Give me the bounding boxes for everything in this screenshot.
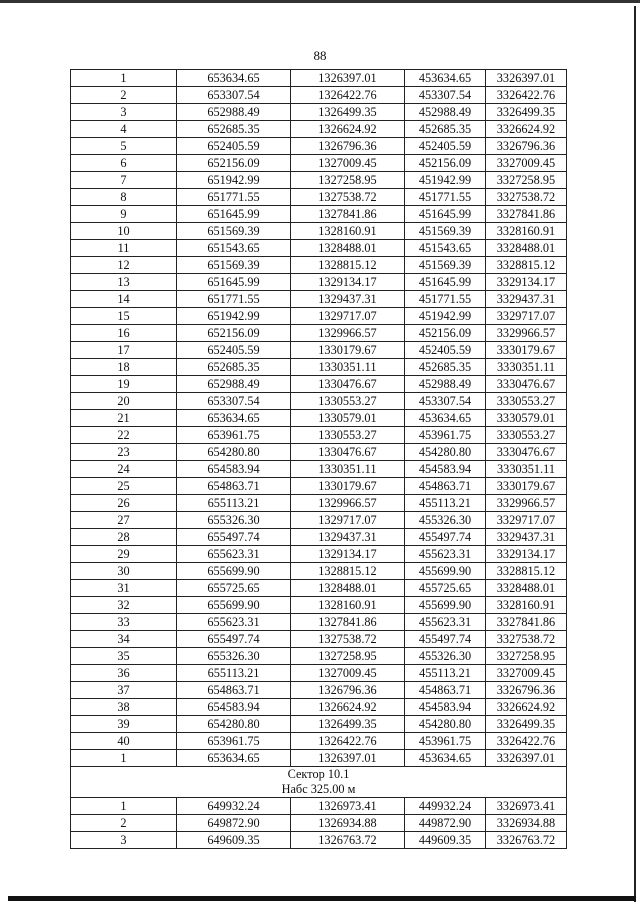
scan-top-edge bbox=[0, 0, 640, 3]
coordinate-cell: 455699.90 bbox=[405, 563, 486, 580]
coordinate-cell: 1327538.72 bbox=[291, 631, 405, 648]
coordinate-cell: 455623.31 bbox=[405, 614, 486, 631]
table-row bbox=[71, 427, 567, 444]
coordinate-cell: 3328815.12 bbox=[486, 563, 567, 580]
point-number-cell: 37 bbox=[71, 682, 177, 699]
coordinate-cell: 452405.59 bbox=[405, 342, 486, 359]
coordinate-cell: 1327841.86 bbox=[291, 614, 405, 631]
coordinate-cell: 1330351.11 bbox=[291, 461, 405, 478]
coordinate-cell: 3326499.35 bbox=[486, 104, 567, 121]
coordinate-cell: 651569.39 bbox=[177, 257, 291, 274]
coordinate-cell: 655326.30 bbox=[177, 512, 291, 529]
point-number-cell: 22 bbox=[71, 427, 177, 444]
point-number-cell: 24 bbox=[71, 461, 177, 478]
point-number-cell: 17 bbox=[71, 342, 177, 359]
table-row bbox=[71, 291, 567, 308]
coordinate-cell: 454583.94 bbox=[405, 461, 486, 478]
coordinate-cell: 3330179.67 bbox=[486, 478, 567, 495]
point-number-cell: 15 bbox=[71, 308, 177, 325]
coordinate-cell: 1326763.72 bbox=[291, 832, 405, 849]
point-number-cell: 7 bbox=[71, 172, 177, 189]
point-number-cell: 36 bbox=[71, 665, 177, 682]
coordinate-cell: 449872.90 bbox=[405, 815, 486, 832]
table-row bbox=[71, 342, 567, 359]
coordinate-cell: 3326422.76 bbox=[486, 87, 567, 104]
table-row bbox=[71, 189, 567, 206]
coordinate-cell: 1326796.36 bbox=[291, 682, 405, 699]
coordinate-cell: 454863.71 bbox=[405, 682, 486, 699]
coordinate-cell: 451645.99 bbox=[405, 206, 486, 223]
table-row bbox=[71, 597, 567, 614]
coordinates-table bbox=[70, 69, 567, 849]
point-number-cell: 29 bbox=[71, 546, 177, 563]
coordinate-cell: 451569.39 bbox=[405, 257, 486, 274]
point-number-cell: 4 bbox=[71, 121, 177, 138]
coordinate-cell: 1327258.95 bbox=[291, 172, 405, 189]
coordinate-cell: 653634.65 bbox=[177, 70, 291, 87]
coordinate-cell: 1326796.36 bbox=[291, 138, 405, 155]
coordinate-cell: 652685.35 bbox=[177, 359, 291, 376]
coordinate-cell: 655113.21 bbox=[177, 495, 291, 512]
coordinate-cell: 3326973.41 bbox=[486, 798, 567, 815]
coordinate-cell: 1328488.01 bbox=[291, 580, 405, 597]
coordinate-cell: 654863.71 bbox=[177, 478, 291, 495]
point-number-cell: 16 bbox=[71, 325, 177, 342]
coordinate-cell: 455326.30 bbox=[405, 512, 486, 529]
point-number-cell: 14 bbox=[71, 291, 177, 308]
coordinate-cell: 452156.09 bbox=[405, 325, 486, 342]
coordinate-cell: 3328160.91 bbox=[486, 597, 567, 614]
coordinate-cell: 651942.99 bbox=[177, 172, 291, 189]
coordinate-cell: 1327258.95 bbox=[291, 648, 405, 665]
coordinate-cell: 1326499.35 bbox=[291, 716, 405, 733]
coordinate-cell: 652156.09 bbox=[177, 155, 291, 172]
coordinate-cell: 449932.24 bbox=[405, 798, 486, 815]
coordinate-cell: 452156.09 bbox=[405, 155, 486, 172]
coordinate-cell: 452988.49 bbox=[405, 376, 486, 393]
page-number: 88 bbox=[313, 48, 327, 63]
coordinate-cell: 1328160.91 bbox=[291, 597, 405, 614]
point-number-cell: 11 bbox=[71, 240, 177, 257]
coordinate-cell: 452405.59 bbox=[405, 138, 486, 155]
coordinate-cell: 455113.21 bbox=[405, 665, 486, 682]
coordinate-cell: 3329437.31 bbox=[486, 529, 567, 546]
coordinate-cell: 453961.75 bbox=[405, 427, 486, 444]
coordinate-cell: 1329717.07 bbox=[291, 512, 405, 529]
table-row bbox=[71, 121, 567, 138]
point-number-cell: 8 bbox=[71, 189, 177, 206]
coordinate-cell: 655699.90 bbox=[177, 597, 291, 614]
table-row bbox=[71, 87, 567, 104]
table-row bbox=[71, 172, 567, 189]
table-row bbox=[71, 614, 567, 631]
table-row bbox=[71, 155, 567, 172]
table-row bbox=[71, 274, 567, 291]
point-number-cell: 31 bbox=[71, 580, 177, 597]
point-number-cell: 40 bbox=[71, 733, 177, 750]
coordinate-cell: 1329134.17 bbox=[291, 546, 405, 563]
coordinate-cell: 1326624.92 bbox=[291, 699, 405, 716]
point-number-cell: 1 bbox=[71, 70, 177, 87]
coordinate-cell: 651543.65 bbox=[177, 240, 291, 257]
coordinate-cell: 1327009.45 bbox=[291, 665, 405, 682]
point-number-cell: 30 bbox=[71, 563, 177, 580]
coordinate-cell: 455326.30 bbox=[405, 648, 486, 665]
point-number-cell: 18 bbox=[71, 359, 177, 376]
coordinate-cell: 655113.21 bbox=[177, 665, 291, 682]
coordinate-cell: 1326397.01 bbox=[291, 750, 405, 767]
coordinate-cell: 655699.90 bbox=[177, 563, 291, 580]
coordinate-cell: 1329966.57 bbox=[291, 495, 405, 512]
coordinate-cell: 653634.65 bbox=[177, 750, 291, 767]
point-number-cell: 35 bbox=[71, 648, 177, 665]
coordinate-cell: 649872.90 bbox=[177, 815, 291, 832]
coordinate-cell: 3330179.67 bbox=[486, 342, 567, 359]
table-row bbox=[71, 798, 567, 815]
table-row bbox=[71, 393, 567, 410]
point-number-cell: 2 bbox=[71, 87, 177, 104]
table-row bbox=[71, 410, 567, 427]
coordinate-cell: 3326397.01 bbox=[486, 750, 567, 767]
coordinate-cell: 455699.90 bbox=[405, 597, 486, 614]
coordinate-cell: 1327009.45 bbox=[291, 155, 405, 172]
coordinate-cell: 652988.49 bbox=[177, 104, 291, 121]
coordinate-cell: 1328815.12 bbox=[291, 257, 405, 274]
coordinate-cell: 1326973.41 bbox=[291, 798, 405, 815]
coordinate-cell: 1330351.11 bbox=[291, 359, 405, 376]
coordinate-cell: 1330579.01 bbox=[291, 410, 405, 427]
coordinate-cell: 455113.21 bbox=[405, 495, 486, 512]
coordinate-cell: 653961.75 bbox=[177, 733, 291, 750]
coordinate-cell: 1326624.92 bbox=[291, 121, 405, 138]
coordinate-cell: 655623.31 bbox=[177, 614, 291, 631]
table-row bbox=[71, 815, 567, 832]
coordinate-cell: 653307.54 bbox=[177, 87, 291, 104]
table-row bbox=[71, 832, 567, 849]
coordinate-cell: 3326499.35 bbox=[486, 716, 567, 733]
point-number-cell: 25 bbox=[71, 478, 177, 495]
coordinate-cell: 651771.55 bbox=[177, 189, 291, 206]
coordinate-cell: 3329437.31 bbox=[486, 291, 567, 308]
coordinate-cell: 1330179.67 bbox=[291, 342, 405, 359]
coordinate-cell: 3328815.12 bbox=[486, 257, 567, 274]
coordinate-cell: 3327258.95 bbox=[486, 648, 567, 665]
coordinate-cell: 1329966.57 bbox=[291, 325, 405, 342]
sector-title: Сектор 10.1 bbox=[287, 767, 350, 781]
point-number-cell: 1 bbox=[71, 750, 177, 767]
coordinate-cell: 451645.99 bbox=[405, 274, 486, 291]
coordinate-cell: 1328815.12 bbox=[291, 563, 405, 580]
coordinate-cell: 651645.99 bbox=[177, 206, 291, 223]
table-row bbox=[71, 495, 567, 512]
scan-bottom-edge bbox=[8, 896, 636, 901]
coordinate-cell: 3326796.36 bbox=[486, 138, 567, 155]
coordinate-cell: 651569.39 bbox=[177, 223, 291, 240]
coordinate-cell: 651645.99 bbox=[177, 274, 291, 291]
point-number-cell: 3 bbox=[71, 832, 177, 849]
coordinate-cell: 3326796.36 bbox=[486, 682, 567, 699]
point-number-cell: 19 bbox=[71, 376, 177, 393]
coordinate-cell: 1329134.17 bbox=[291, 274, 405, 291]
coordinate-cell: 3330553.27 bbox=[486, 393, 567, 410]
point-number-cell: 26 bbox=[71, 495, 177, 512]
coordinate-cell: 3326624.92 bbox=[486, 121, 567, 138]
coordinate-cell: 651771.55 bbox=[177, 291, 291, 308]
coordinate-cell: 451543.65 bbox=[405, 240, 486, 257]
point-number-cell: 9 bbox=[71, 206, 177, 223]
table-row bbox=[71, 70, 567, 87]
coordinate-cell: 454583.94 bbox=[405, 699, 486, 716]
coordinate-cell: 1326934.88 bbox=[291, 815, 405, 832]
coordinate-cell: 653307.54 bbox=[177, 393, 291, 410]
coordinate-cell: 655623.31 bbox=[177, 546, 291, 563]
coordinate-cell: 3327841.86 bbox=[486, 206, 567, 223]
point-number-cell: 20 bbox=[71, 393, 177, 410]
coordinate-cell: 1330553.27 bbox=[291, 427, 405, 444]
coordinate-cell: 653961.75 bbox=[177, 427, 291, 444]
coordinate-cell: 453961.75 bbox=[405, 733, 486, 750]
coordinate-cell: 3328488.01 bbox=[486, 240, 567, 257]
point-number-cell: 13 bbox=[71, 274, 177, 291]
coordinate-cell: 452685.35 bbox=[405, 121, 486, 138]
coordinate-cell: 655497.74 bbox=[177, 529, 291, 546]
coordinate-cell: 1327841.86 bbox=[291, 206, 405, 223]
table-row bbox=[71, 716, 567, 733]
table-row bbox=[71, 223, 567, 240]
coordinate-cell: 1326397.01 bbox=[291, 70, 405, 87]
table-row bbox=[71, 376, 567, 393]
coordinate-cell: 455497.74 bbox=[405, 631, 486, 648]
coordinate-cell: 3327538.72 bbox=[486, 631, 567, 648]
coordinate-cell: 3329966.57 bbox=[486, 495, 567, 512]
point-number-cell: 12 bbox=[71, 257, 177, 274]
coordinate-cell: 1330476.67 bbox=[291, 444, 405, 461]
coordinate-cell: 454863.71 bbox=[405, 478, 486, 495]
table-row bbox=[71, 546, 567, 563]
coordinate-cell: 652405.59 bbox=[177, 342, 291, 359]
coordinate-cell: 451771.55 bbox=[405, 291, 486, 308]
table-row bbox=[71, 444, 567, 461]
point-number-cell: 32 bbox=[71, 597, 177, 614]
coordinate-cell: 3327009.45 bbox=[486, 665, 567, 682]
coordinate-cell: 3326934.88 bbox=[486, 815, 567, 832]
coordinate-cell: 1329437.31 bbox=[291, 291, 405, 308]
coordinate-cell: 452685.35 bbox=[405, 359, 486, 376]
table-row bbox=[71, 529, 567, 546]
coordinate-cell: 3329717.07 bbox=[486, 512, 567, 529]
coordinate-cell: 652685.35 bbox=[177, 121, 291, 138]
point-number-cell: 39 bbox=[71, 716, 177, 733]
coordinate-cell: 1330553.27 bbox=[291, 393, 405, 410]
coordinate-cell: 449609.35 bbox=[405, 832, 486, 849]
coordinate-cell: 654583.94 bbox=[177, 461, 291, 478]
table-row bbox=[71, 563, 567, 580]
coordinate-cell: 1326422.76 bbox=[291, 87, 405, 104]
table-row bbox=[71, 682, 567, 699]
table-row bbox=[71, 257, 567, 274]
coordinate-cell: 655725.65 bbox=[177, 580, 291, 597]
table-row bbox=[71, 512, 567, 529]
coordinate-cell: 654583.94 bbox=[177, 699, 291, 716]
coordinate-cell: 3327841.86 bbox=[486, 614, 567, 631]
table-row bbox=[71, 325, 567, 342]
point-number-cell: 38 bbox=[71, 699, 177, 716]
coordinate-cell: 452988.49 bbox=[405, 104, 486, 121]
table-row bbox=[71, 138, 567, 155]
coordinate-cell: 3328488.01 bbox=[486, 580, 567, 597]
table-row bbox=[71, 206, 567, 223]
scan-right-edge bbox=[634, 6, 636, 902]
coordinate-cell: 454280.80 bbox=[405, 444, 486, 461]
point-number-cell: 23 bbox=[71, 444, 177, 461]
table-row bbox=[71, 631, 567, 648]
table-row bbox=[71, 648, 567, 665]
coordinate-cell: 655326.30 bbox=[177, 648, 291, 665]
point-number-cell: 2 bbox=[71, 815, 177, 832]
coordinate-cell: 453307.54 bbox=[405, 87, 486, 104]
table-row bbox=[71, 104, 567, 121]
coordinate-cell: 3330476.67 bbox=[486, 444, 567, 461]
coordinate-cell: 1327538.72 bbox=[291, 189, 405, 206]
coordinate-cell: 453634.65 bbox=[405, 70, 486, 87]
point-number-cell: 3 bbox=[71, 104, 177, 121]
point-number-cell: 34 bbox=[71, 631, 177, 648]
coordinate-cell: 454280.80 bbox=[405, 716, 486, 733]
coordinate-cell: 451942.99 bbox=[405, 308, 486, 325]
coordinate-cell: 652405.59 bbox=[177, 138, 291, 155]
coordinate-cell: 3329717.07 bbox=[486, 308, 567, 325]
table-row bbox=[71, 308, 567, 325]
coordinate-cell: 451569.39 bbox=[405, 223, 486, 240]
coordinate-cell: 654863.71 bbox=[177, 682, 291, 699]
coordinate-cell: 3326624.92 bbox=[486, 699, 567, 716]
coordinate-cell: 652988.49 bbox=[177, 376, 291, 393]
coordinate-cell: 652156.09 bbox=[177, 325, 291, 342]
coordinate-cell: 1326499.35 bbox=[291, 104, 405, 121]
coordinate-cell: 455623.31 bbox=[405, 546, 486, 563]
coordinate-cell: 3326397.01 bbox=[486, 70, 567, 87]
coordinate-cell: 3330351.11 bbox=[486, 359, 567, 376]
table-row bbox=[71, 665, 567, 682]
coordinate-cell: 3330579.01 bbox=[486, 410, 567, 427]
coordinates-block-2 bbox=[71, 798, 567, 849]
point-number-cell: 27 bbox=[71, 512, 177, 529]
coordinate-cell: 1330179.67 bbox=[291, 478, 405, 495]
coordinate-cell: 451771.55 bbox=[405, 189, 486, 206]
table-row bbox=[71, 750, 567, 767]
coordinate-cell: 1329717.07 bbox=[291, 308, 405, 325]
coordinate-cell: 649932.24 bbox=[177, 798, 291, 815]
sector-header-row bbox=[71, 767, 567, 798]
coordinate-cell: 655497.74 bbox=[177, 631, 291, 648]
coordinate-cell: 3329134.17 bbox=[486, 274, 567, 291]
point-number-cell: 21 bbox=[71, 410, 177, 427]
coordinate-cell: 651942.99 bbox=[177, 308, 291, 325]
coordinate-cell: 3326422.76 bbox=[486, 733, 567, 750]
coordinate-cell: 3327009.45 bbox=[486, 155, 567, 172]
coordinate-cell: 3328160.91 bbox=[486, 223, 567, 240]
coordinate-cell: 453634.65 bbox=[405, 410, 486, 427]
coordinate-cell: 455725.65 bbox=[405, 580, 486, 597]
coordinate-cell: 455497.74 bbox=[405, 529, 486, 546]
table-row bbox=[71, 461, 567, 478]
coordinate-cell: 649609.35 bbox=[177, 832, 291, 849]
coordinates-block-1 bbox=[71, 70, 567, 767]
coordinate-cell: 1328488.01 bbox=[291, 240, 405, 257]
coordinate-cell: 1326422.76 bbox=[291, 733, 405, 750]
coordinate-cell: 1330476.67 bbox=[291, 376, 405, 393]
coordinate-cell: 1329437.31 bbox=[291, 529, 405, 546]
coordinate-cell: 1328160.91 bbox=[291, 223, 405, 240]
coordinate-cell: 3329134.17 bbox=[486, 546, 567, 563]
table-row bbox=[71, 699, 567, 716]
coordinate-cell: 654280.80 bbox=[177, 444, 291, 461]
coordinate-cell: 3330553.27 bbox=[486, 427, 567, 444]
point-number-cell: 6 bbox=[71, 155, 177, 172]
coordinate-cell: 653634.65 bbox=[177, 410, 291, 427]
point-number-cell: 33 bbox=[71, 614, 177, 631]
coordinate-cell: 3330476.67 bbox=[486, 376, 567, 393]
coordinate-cell: 3329966.57 bbox=[486, 325, 567, 342]
table-row bbox=[71, 580, 567, 597]
coordinate-cell: 3327258.95 bbox=[486, 172, 567, 189]
table-row bbox=[71, 733, 567, 750]
coordinate-cell: 3327538.72 bbox=[486, 189, 567, 206]
table-row bbox=[71, 478, 567, 495]
coordinate-cell: 453634.65 bbox=[405, 750, 486, 767]
coordinate-cell: 451942.99 bbox=[405, 172, 486, 189]
coordinate-cell: 3326763.72 bbox=[486, 832, 567, 849]
sector-header-cell bbox=[71, 767, 567, 798]
point-number-cell: 10 bbox=[71, 223, 177, 240]
coordinate-cell: 453307.54 bbox=[405, 393, 486, 410]
point-number-cell: 28 bbox=[71, 529, 177, 546]
point-number-cell: 1 bbox=[71, 798, 177, 815]
table-row bbox=[71, 359, 567, 376]
coordinate-cell: 654280.80 bbox=[177, 716, 291, 733]
sector-height: Набс 325.00 м bbox=[281, 782, 356, 796]
coordinate-cell: 3330351.11 bbox=[486, 461, 567, 478]
table-row bbox=[71, 240, 567, 257]
point-number-cell: 5 bbox=[71, 138, 177, 155]
sector-header-block bbox=[71, 767, 567, 798]
